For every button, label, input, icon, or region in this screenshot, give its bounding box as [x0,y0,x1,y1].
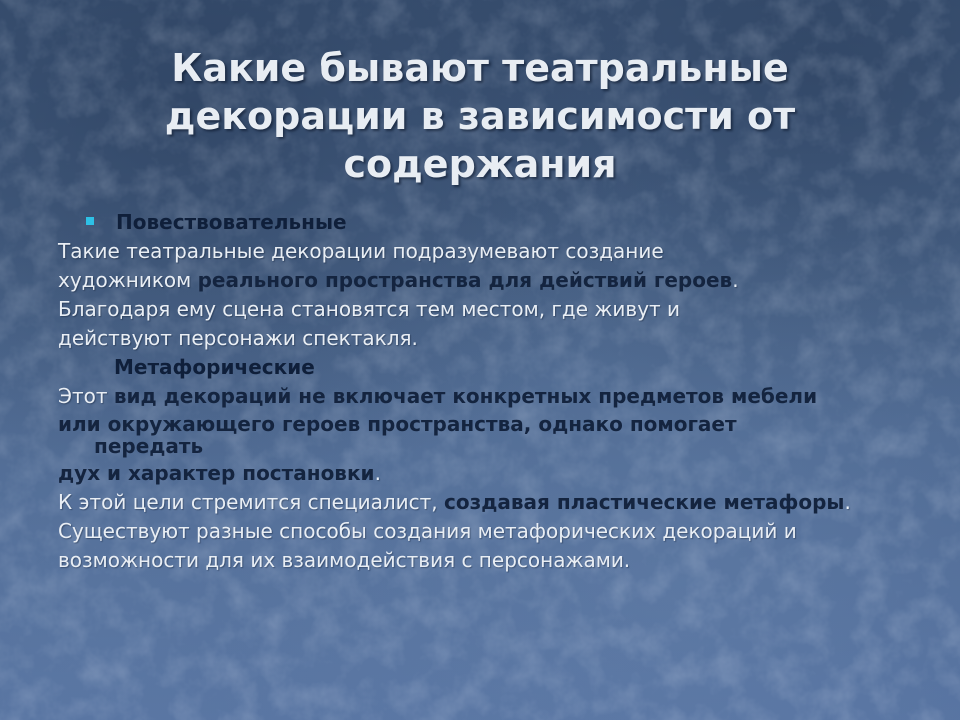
emphasis-text: вид декораций не включает конкретных предметов мебели [113,384,818,408]
slide-title [60,44,900,188]
slide-body [58,208,918,575]
body-text: действуют персонажи спектакля. [58,326,418,350]
title-line-1: Какие бывают театральные [171,46,789,90]
body-line [58,295,918,324]
body-text: К этой цели стремится специалист, [58,490,444,514]
body-line [58,488,918,517]
square-bullet-icon [86,217,94,225]
body-text: Этот [58,384,114,408]
body-text: художником [58,268,198,292]
body-line [58,459,918,488]
emphasis-text: дух и характер постановки [58,461,375,485]
body-line [58,382,918,411]
emphasis-text: или окружающего героев пространства, однако помогает [58,412,737,436]
title-line-3: содержания [343,142,617,186]
body-text: . [844,490,851,514]
section-narrative-heading [58,208,918,237]
body-text: Существуют разные способы создания метафорических декораций и [58,519,797,543]
emphasis-text: передать [94,434,204,458]
section-metaphoric-heading [58,353,918,382]
heading-text: Метафорические [114,355,315,379]
body-text: возможности для их взаимодействия с персонажами. [58,548,631,572]
body-text: . [374,461,381,485]
title-line-2: декорации в зависимости от [164,94,796,138]
body-line [58,266,918,295]
body-line [58,517,918,546]
body-line [58,237,918,266]
body-line [58,435,918,459]
body-line [58,411,918,435]
heading-text: Повествовательные [116,210,347,234]
body-line [58,324,918,353]
body-text: Такие театральные декорации подразумевают создание [58,239,664,263]
emphasis-text: реального пространства для действий героев [197,268,733,292]
body-text: Благодаря ему сцена становятся тем местом, где живут и [58,297,681,321]
body-line [58,546,918,575]
emphasis-text: создавая пластические метафоры [444,490,845,514]
body-text: . [732,268,739,292]
